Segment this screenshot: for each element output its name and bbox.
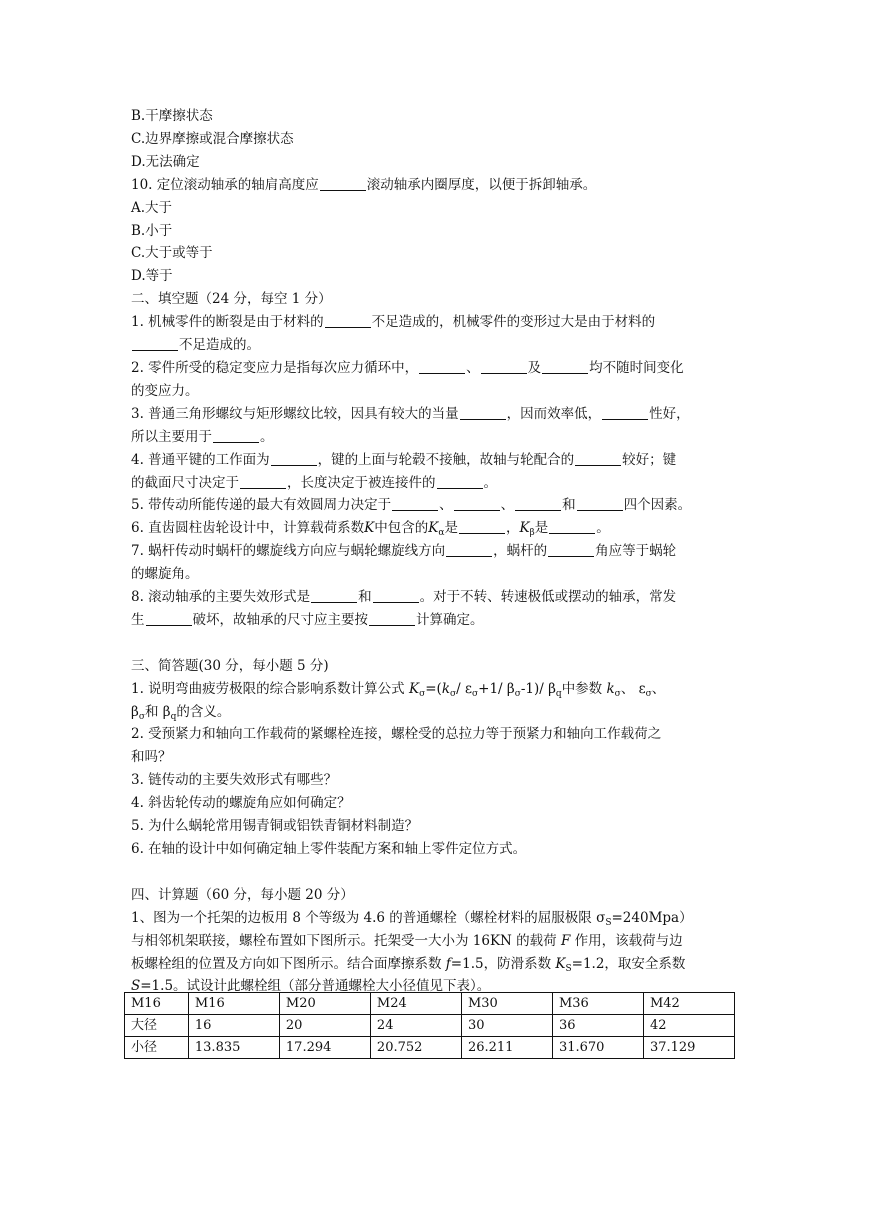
fill-blank[interactable]: [542, 359, 588, 374]
fill-blank[interactable]: [320, 176, 366, 191]
table-cell: 37.129: [643, 1037, 734, 1059]
q9-option-b: B.干摩擦状态: [131, 108, 213, 124]
s3-q3: 3. 链传动的主要失效形式有哪些？: [131, 772, 338, 789]
q10-stem: 10. 定位滚动轴承的轴肩高度应 滚动轴承内圈厚度，以便于拆卸轴承。: [131, 176, 597, 193]
table-cell: M42: [643, 993, 734, 1015]
table-cell: M24: [370, 993, 461, 1015]
s2-q1-line2: 不足造成的。: [131, 334, 741, 357]
table-cell: 20: [279, 1015, 370, 1037]
bolt-diameter-table: [124, 992, 735, 1059]
s2-q2-line1: 2. 零件所受的稳定变应力是指每次应力循环中， 、 及 均不随时间变化: [131, 359, 684, 376]
s2-q5: 5. 带传动所能传递的最大有效圆周力决定于 、 、 和 四个因素。: [131, 497, 692, 514]
fill-blank[interactable]: [515, 496, 561, 511]
fill-blank[interactable]: [373, 588, 419, 603]
table-cell: 31.670: [552, 1037, 643, 1059]
table-cell: 26.211: [461, 1037, 552, 1059]
fill-blank[interactable]: [602, 405, 648, 420]
q10-option-b: B.小于: [131, 222, 173, 239]
s2-q6: 6. 直齿圆柱齿轮设计中，计算载荷系数K中包含的$K_\alpha$是 ，$K_\beta$是 。: [131, 520, 610, 539]
table-cell: M16: [188, 993, 279, 1015]
table-cell: 小径: [125, 1037, 189, 1059]
s2-q2-line2: 的变应力。: [131, 382, 199, 399]
section3-title: 三、简答题(30 分，每小题 5 分): [131, 657, 329, 674]
table-cell: M30: [461, 993, 552, 1015]
s3-q6: 6. 在轴的设计中如何确定轴上零件装配方案和轴上零件定位方式。: [131, 840, 527, 857]
table-row: [125, 1015, 735, 1037]
table-cell: M20: [279, 993, 370, 1015]
table-cell: 30: [461, 1015, 552, 1037]
s2-q4-line1: 4. 普通平键的工作面为 ，键的上面与轮毂不接触，故轴与轮配合的 较好；键: [131, 451, 677, 468]
table-cell: 24: [370, 1015, 461, 1037]
spacer: [131, 632, 741, 655]
s2-q8-line1: 8. 滚动轴承的主要失效形式是 和 。对于不转、转速极低或摆动的轴承，常发: [131, 589, 677, 606]
s4-p1-line3: 板螺栓组的位置及方向如下图所示。结合面摩擦系数 f=1.5，防滑系数 $K_S=1.2$，取安全系数: [131, 955, 686, 974]
q10-option-d: D.等于: [131, 268, 173, 285]
fill-blank[interactable]: [369, 611, 415, 626]
s4-p1-line1: 1、图为一个托架的边板用 8 个等级为 4.6 的普通螺栓（螺栓材料的屈服极限 $\sigma_S=240Mpa$）: [131, 909, 693, 928]
fill-blank[interactable]: [577, 496, 623, 511]
s4-p1-line4: S=1.5。试设计此螺栓组（部分普通螺栓大小径值见下表）。: [131, 978, 491, 995]
fill-blank[interactable]: [325, 313, 371, 328]
fill-blank[interactable]: [575, 451, 621, 466]
s2-q3-line1: 3. 普通三角形螺纹与矩形螺纹比较，因具有较大的当量 ，因而效率低， 性好，: [131, 405, 690, 422]
fill-blank[interactable]: [460, 405, 506, 420]
table-cell: 17.294: [279, 1037, 370, 1059]
table-cell: M16: [125, 993, 189, 1015]
s3-q2-line1: 2. 受预紧力和轴向工作载荷的紧螺栓连接，螺栓受的总拉力等于预紧力和轴向工作载荷之: [131, 726, 662, 743]
fill-blank[interactable]: [419, 359, 465, 374]
table-cell: 36: [552, 1015, 643, 1037]
q9-option-d: D.无法确定: [131, 153, 200, 170]
fill-blank[interactable]: [392, 496, 438, 511]
fill-blank[interactable]: [548, 542, 594, 557]
document-body: [131, 105, 741, 998]
table-cell: 20.752: [370, 1037, 461, 1059]
fill-blank[interactable]: [213, 428, 259, 443]
q9-option-c: C.边界摩擦或混合摩擦状态: [131, 130, 294, 147]
fill-blank[interactable]: [481, 359, 527, 374]
fill-blank[interactable]: [437, 474, 483, 489]
s2-q8-line2: 生 破坏，故轴承的尺寸应主要按 计算确定。: [131, 611, 484, 628]
section2-title: 二、填空题（24 分，每空 1 分）: [131, 291, 332, 308]
s3-q5: 5. 为什么蜗轮常用锡青铜或铝铁青铜材料制造？: [131, 818, 419, 835]
s3-q2-line2: 和吗？: [131, 749, 172, 766]
fill-blank[interactable]: [549, 519, 595, 534]
table-cell: 大径: [125, 1015, 189, 1037]
table-cell: 42: [643, 1015, 734, 1037]
s3-q4: 4. 斜齿轮传动的螺旋角应如何确定？: [131, 795, 351, 812]
table-row: [125, 1037, 735, 1059]
spacer: [131, 861, 741, 884]
s2-q3-line2: 所以主要用于 。: [131, 428, 274, 445]
s2-q7-line1: 7. 蜗杆传动时蜗杆的螺旋线方向应与蜗轮螺旋线方向 ，蜗杆的 角应等于蜗轮: [131, 543, 677, 560]
fill-blank[interactable]: [146, 611, 192, 626]
table-cell: 13.835: [188, 1037, 279, 1059]
q10-option-c: C.大于或等于: [131, 245, 213, 262]
q10-option-a: A.大于: [131, 199, 173, 216]
s2-q7-line2: 的螺旋角。: [131, 566, 199, 583]
fill-blank[interactable]: [240, 474, 286, 489]
fill-blank[interactable]: [311, 588, 357, 603]
fill-blank[interactable]: [271, 451, 317, 466]
s4-p1-line2: 与相邻机架联接，螺栓布置如下图所示。托架受一大小为 16KN 的载荷 F 作用，该载荷与边: [131, 932, 683, 949]
table-cell: M36: [552, 993, 643, 1015]
fill-blank[interactable]: [132, 336, 178, 351]
table-cell: 16: [188, 1015, 279, 1037]
fill-blank[interactable]: [459, 519, 505, 534]
fill-blank[interactable]: [454, 496, 500, 511]
s3-q1-line1: 1. 说明弯曲疲劳极限的综合影响系数计算公式 $K_\sigma=(k_\sigma/$ $\varepsilon_\sigma+1/$ $\beta_\sigma-1)/$ $\beta_q$中参数 $k_\sigma$、 $\varepsilon_\sigma$、: [131, 680, 666, 699]
fill-blank[interactable]: [446, 542, 492, 557]
section4-title: 四、计算题（60 分，每小题 20 分）: [131, 886, 354, 903]
s2-q4-line2: 的截面尺寸决定于 ，长度决定于被连接件的 。: [131, 474, 497, 491]
s2-q1-line1: 1. 机械零件的断裂是由于材料的 不足造成的，机械零件的变形过大是由于材料的: [131, 314, 656, 331]
s3-q1-line2: $\beta_\sigma$和 $\beta_q$的含义。: [131, 703, 231, 722]
table-row: [125, 993, 735, 1015]
